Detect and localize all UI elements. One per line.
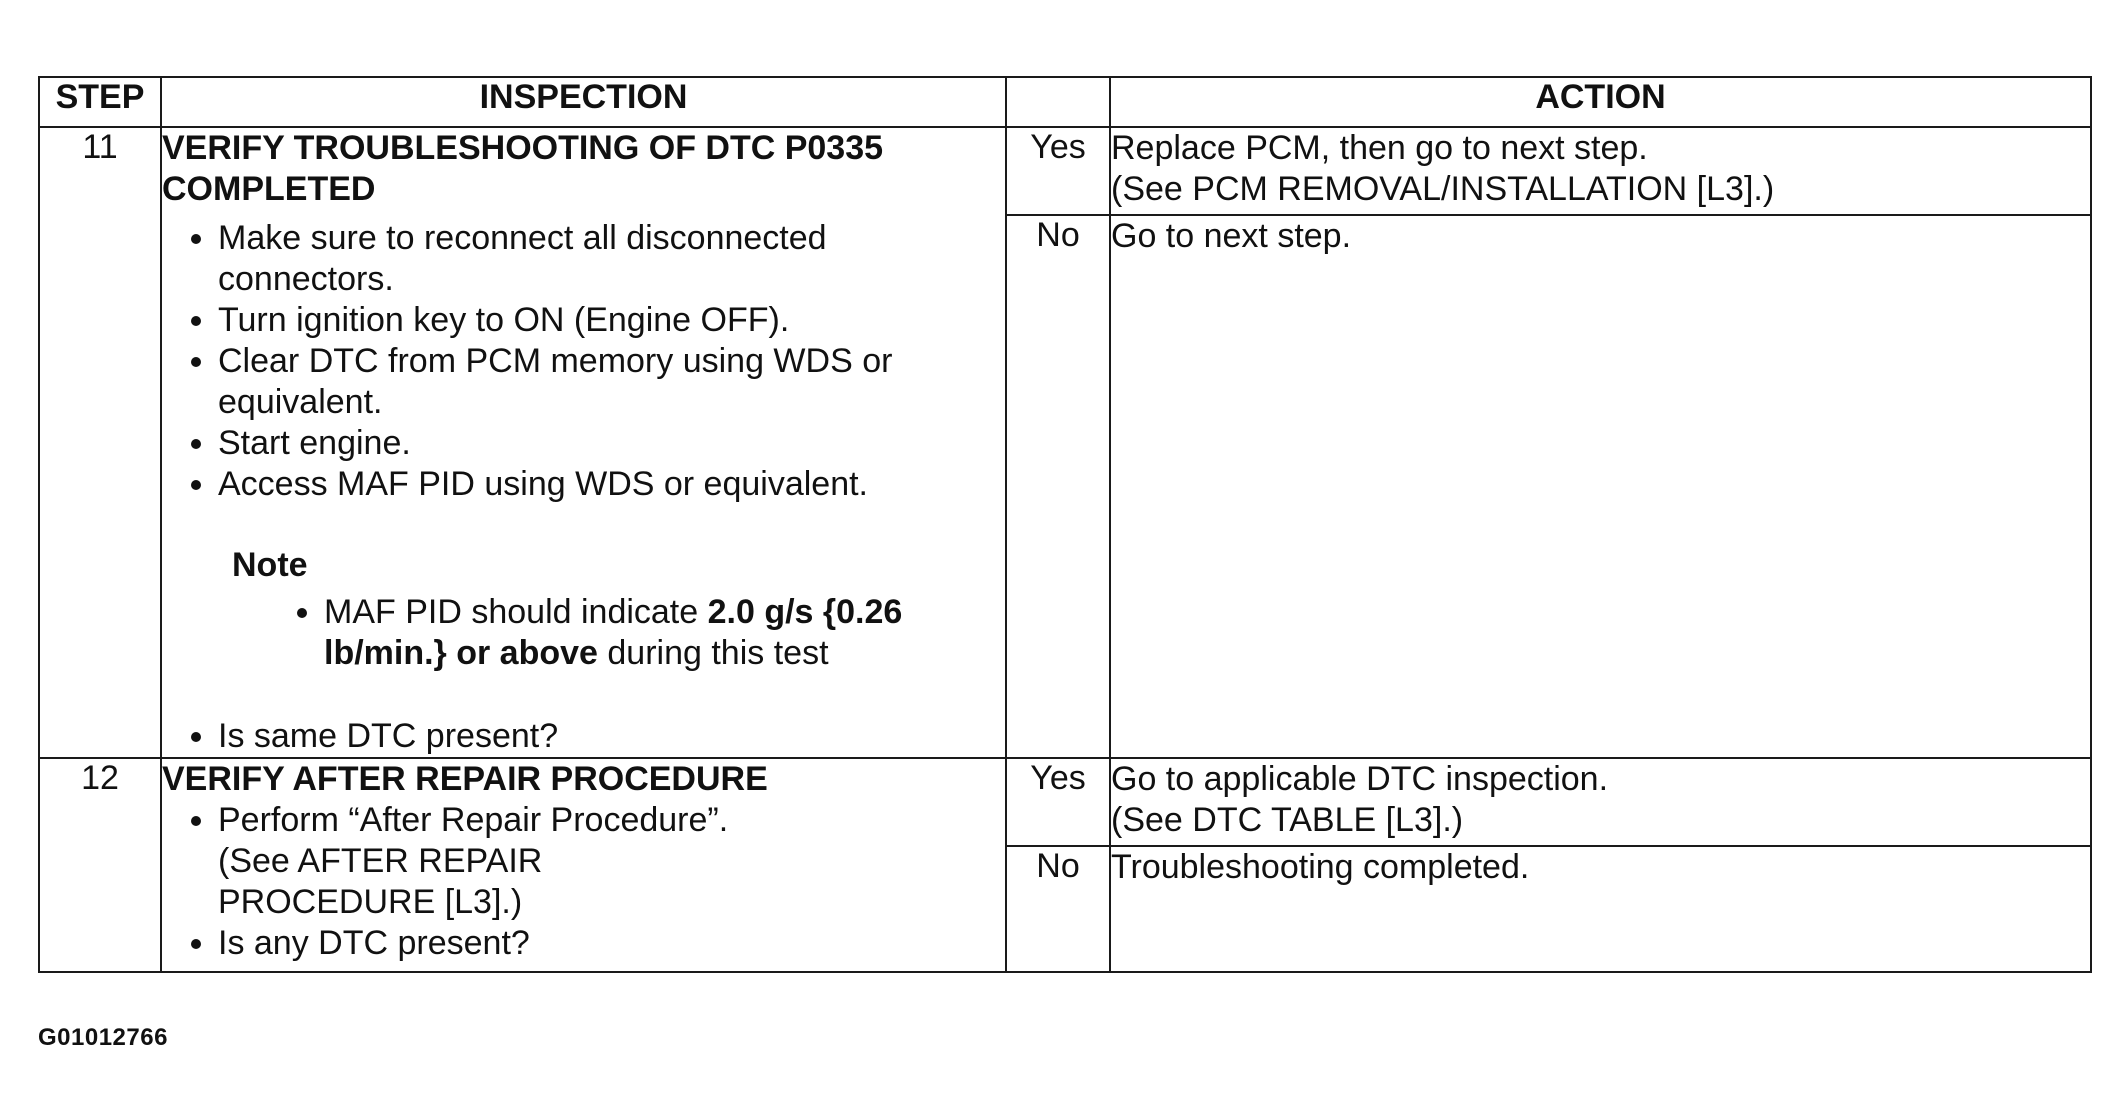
step-11-inspection [161, 127, 1006, 758]
step-number: 11 [39, 127, 161, 758]
bullet-line: • Perform “After Repair Procedure”. [218, 801, 729, 839]
question-item: • Is any DTC present? [218, 923, 1005, 964]
question-item: • Is same DTC present? [218, 716, 1005, 757]
inspection-title-line: VERIFY TROUBLESHOOTING OF DTC P0335 [162, 129, 884, 167]
note-text: MAF PID should indicate [324, 593, 708, 631]
step-11-yes-row [39, 127, 2091, 215]
yes-action [1110, 758, 2091, 846]
action-line: (See DTC TABLE [L3].) [1111, 801, 1464, 839]
yes-label: Yes [1006, 127, 1110, 215]
note-value: 2.0 g/s {0.26 lb/min.} or above [324, 593, 903, 672]
bullet-item: • Make sure to reconnect all disconnected connectors. [218, 218, 1005, 300]
action-line: Go to next step. [1111, 217, 1352, 256]
action-line: Troubleshooting completed. [1111, 848, 1530, 886]
action-line: (See PCM REMOVAL/INSTALLATION [L3].) [1111, 170, 1775, 208]
diagnostic-table [38, 76, 2092, 973]
figure-id: G01012766 [38, 1024, 168, 1051]
header-step: STEP [39, 77, 161, 127]
inspection-title: VERIFY AFTER REPAIR PROCEDURE [162, 760, 768, 798]
header-yesno [1006, 77, 1110, 127]
yes-action [1110, 127, 2091, 215]
header-row [39, 77, 2091, 127]
note-label: Note [232, 546, 308, 584]
no-label: No [1006, 846, 1110, 972]
bullet-item: • Clear DTC from PCM memory using WDS or equivalent. [218, 341, 1005, 423]
header-inspection: INSPECTION [161, 77, 1006, 127]
step-number: 12 [39, 758, 161, 972]
question-bullets [162, 716, 1005, 757]
note-bullets [162, 592, 1005, 674]
yes-label: Yes [1006, 758, 1110, 846]
no-action [1110, 846, 2091, 972]
inspection-bullets [162, 800, 1005, 964]
step-12-inspection [161, 758, 1006, 972]
bullet-item: • Start engine. [218, 423, 1005, 464]
bullet-line: (See AFTER REPAIR [218, 842, 543, 880]
bullet-item [218, 800, 1005, 923]
header-action: ACTION [1110, 77, 2091, 127]
step-12-yes-row [39, 758, 2091, 846]
inspection-bullets [162, 218, 1005, 505]
no-action [1110, 215, 2091, 758]
note-item [324, 592, 1005, 674]
bullet-item: • Turn ignition key to ON (Engine OFF). [218, 300, 1005, 341]
bullet-item: • Access MAF PID using WDS or equivalent. [218, 464, 1005, 505]
action-line: Replace PCM, then go to next step. [1111, 129, 1648, 167]
inspection-title-line: COMPLETED [162, 170, 376, 208]
no-label: No [1006, 215, 1110, 758]
inspection-title [162, 128, 1005, 210]
bullet-line: PROCEDURE [L3].) [218, 883, 523, 921]
action-line: Go to applicable DTC inspection. [1111, 760, 1609, 798]
note-text: during this test [597, 634, 829, 672]
